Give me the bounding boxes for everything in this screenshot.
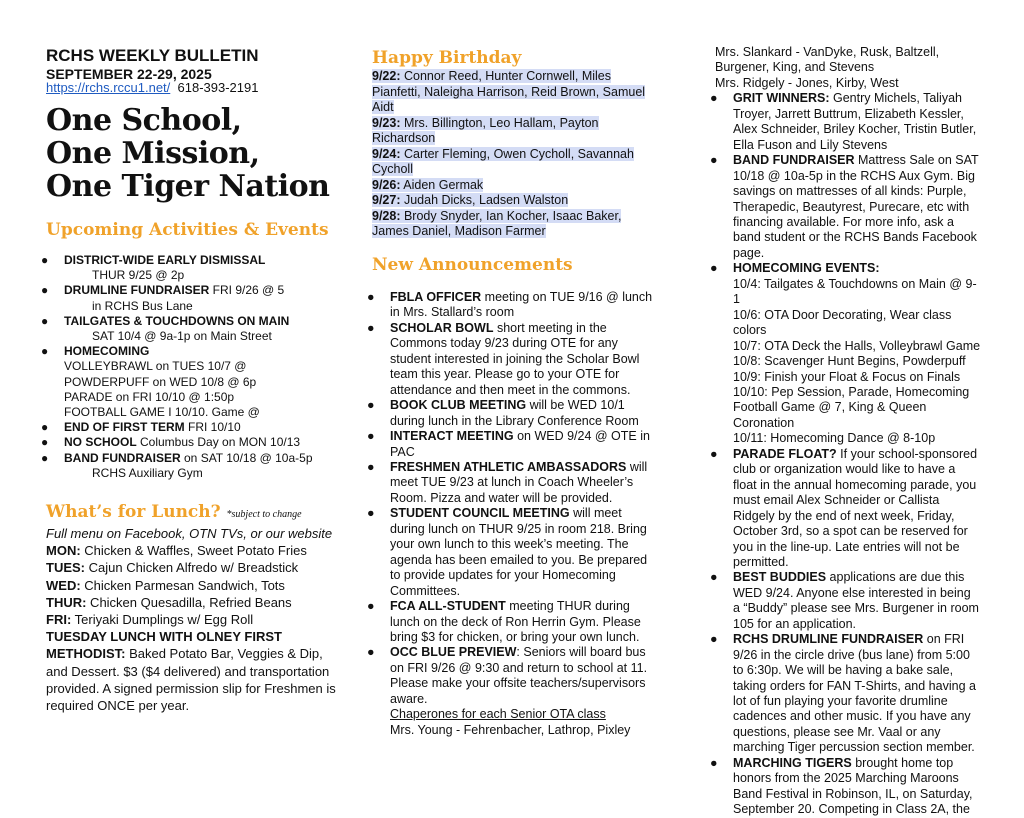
bulletin-title: RCHS WEEKLY BULLETIN xyxy=(46,46,259,65)
birthday-list xyxy=(372,69,648,240)
lunch-special: TUESDAY LUNCH WITH OLNEY FIRST METHODIST: Baked Potato Bar, Veggies & Dip, and Dessert. $3 ($4 delivered) and transportation provided. A signed permission slip for Freshmen is required ONCE per year. xyxy=(46,629,336,714)
list-item: ● HOMECOMING EVENTS: 10/4: Tailgates & Touchdowns on Main @ 9-1 10/6: OTA Door Decorating, Wear class colors 10/7: OTA Deck the Halls, Volleybrawl Game 10/8: Scavenger Hunt Begins, Powderpuff 10/9: Finish your Float & Focus on Finals 10/10: Pep Session, Parade, Homecoming Football Game @ 7, King & Queen Coronation 10/11: Homecoming Dance @ 8-10p xyxy=(710,261,981,446)
birthday-entry: 9/26: Aiden Germak xyxy=(372,177,484,192)
list-item: ● BAND FUNDRAISER Mattress Sale on SAT 10/18 @ 10a-5p in the RCHS Aux Gym. Big savings on mattresses of all kinds: Purple, Therapedic, Beautyrest, Purecare, etc with financing available. For more info, ask a band student or the RCHS Bands Facebook page. xyxy=(710,153,979,260)
motto-line: One School, xyxy=(46,103,242,138)
announcements-list xyxy=(367,290,654,738)
list-item: ● GRIT WINNERS: Gentry Michels, Taliyah Troyer, Jarrett Buttrum, Elizabeth Kessler, Alex Schneider, Briley Kocher, Tristin Butler, Ella Fuson and Lily Stevens xyxy=(710,91,977,152)
list-item: ● SCHOLAR BOWL short meeting in the Commons today 9/23 during OTE for any student interested in joining the Scholar Bowl team this year. Please go to your OTE for attendance and then meet in the commons. xyxy=(367,320,640,397)
list-item: ● TAILGATES & TOUCHDOWNS ON MAIN SAT 10/4 @ 9a-1p on Main Street xyxy=(41,313,290,344)
lunch-menu xyxy=(46,525,336,714)
menu-note: Full menu on Facebook, OTN TVs, or our website xyxy=(46,526,333,541)
phone-number: 618-393-2191 xyxy=(177,80,259,95)
list-item: ● DISTRICT-WIDE EARLY DISMISSAL THUR 9/25 @ 2p xyxy=(41,253,266,283)
lunch-day: MON: Chicken & Waffles, Sweet Potato Fries xyxy=(46,543,307,559)
list-item: ● BOOK CLUB MEETING will be WED 10/1 during lunch in the Library Conference Room xyxy=(367,398,639,428)
chaperone-line: Mrs. Slankard - VanDyke, Rusk, Baltzell, Burgener, King, and Stevens xyxy=(715,45,940,75)
list-item: ● BAND FUNDRAISER on SAT 10/18 @ 10a-5p RCHS Auxiliary Gym xyxy=(41,450,313,480)
chaperones-continued xyxy=(715,45,981,91)
lunch-day: FRI: Teriyaki Dumplings w/ Egg Roll xyxy=(46,612,254,628)
upcoming-heading: Upcoming Activities & Events xyxy=(46,220,329,240)
birthday-entry: 9/27: Judah Dicks, Ladsen Walston xyxy=(372,193,569,207)
motto-line: One Tiger Nation xyxy=(46,169,330,204)
motto-line: One Mission, xyxy=(46,136,260,171)
list-item: ● RCHS DRUMLINE FUNDRAISER on FRI 9/26 in the circle drive (bus lane) from 5:00 to 6:30p. We will be having a bake sale, taking orders for FAN T-Shirts, and having a lot of fun playing your favorite drumline cadences and other music. If you have any questions, please see Mr. Vaal or any marching Tiger percussion section member. xyxy=(710,632,976,755)
list-item: ● NO SCHOOL Columbus Day on MON 10/13 xyxy=(41,435,301,450)
chaperones-title: Chaperones for each Senior OTA class xyxy=(390,707,606,722)
lunch-day: WED: Chicken Parmesan Sandwich, Tots xyxy=(46,577,285,593)
birthday-entry: 9/28: Brody Snyder, Ian Kocher, Isaac Baker, James Daniel, Madison Farmer xyxy=(372,208,622,238)
list-item: ● FCA ALL-STUDENT meeting THUR during lunch on the deck of Ron Herrin Gym. Please bring $3 for chicken, or bring your own lunch. xyxy=(367,599,641,644)
upcoming-list xyxy=(41,253,346,481)
list-item: ● HOMECOMING VOLLEYBRAWL on TUES 10/7 @ POWDERPUFF on WED 10/8 @ 6p PARADE on FRI 10/10 @ 1:50p FOOTBALL GAME I 10/10. Game @ xyxy=(41,344,260,420)
list-item: ● END OF FIRST TERM FRI 10/10 xyxy=(41,420,241,435)
lunch-note: *subject to change xyxy=(226,509,302,520)
list-item: ● FRESHMEN ATHLETIC AMBASSADORS will meet TUE 9/23 at lunch in Coach Wheeler’s Room. Pizza and water will be provided. xyxy=(367,459,648,505)
announcements-heading: New Announcements xyxy=(372,255,573,275)
motto xyxy=(46,104,329,203)
list-item: ● INTERACT MEETING on WED 9/24 @ OTE in PAC xyxy=(367,429,650,459)
list-item: ● FBLA OFFICER meeting on TUE 9/16 @ lunch in Mrs. Stallard’s room xyxy=(367,290,653,320)
birthday-entry: 9/24: Carter Fleming, Owen Cycholl, Savannah Cycholl xyxy=(372,146,634,176)
list-item: ● DRUMLINE FUNDRAISER FRI 9/26 @ 5 in RCHS Bus Lane xyxy=(41,283,285,313)
website-link[interactable]: https://rchs.rccu1.net/ xyxy=(46,80,171,95)
right-list xyxy=(710,45,981,818)
list-item: ● BEST BUDDIES applications are due this WED 9/24. Anyone else interested in being a “Buddy” please see Mrs. Burgener in room 105 for an application. xyxy=(710,570,979,631)
chaperone-line: Mrs. Ridgely - Jones, Kirby, West xyxy=(715,75,899,90)
lunch-day: THUR: Chicken Quesadilla, Refried Beans xyxy=(46,594,292,610)
lunch-heading: What’s for Lunch? *subject to change xyxy=(46,502,302,522)
birthday-entry: 9/23: Mrs. Billington, Leo Hallam, Payton Richardson xyxy=(372,115,599,145)
birthday-entry: 9/22: Connor Reed, Hunter Cornwell, Miles Pianfetti, Naleigha Harrison, Reid Brown, Samuel Aidt xyxy=(372,69,646,114)
chaperone-line: Mrs. Young - Fehrenbacher, Lathrop, Pixley xyxy=(390,722,631,737)
lunch-day: TUES: Cajun Chicken Alfredo w/ Breadstick xyxy=(46,560,299,576)
bulletin-contact xyxy=(46,80,258,96)
list-item: ● MARCHING TIGERS brought home top honors from the 2025 Marching Maroons Band Festival in Robinson, IL, on Saturday, September 20. Competing in Class 2A, the xyxy=(710,755,973,817)
list-item: ● PARADE FLOAT? If your school-sponsored club or organization would like to have a float in the annual homecoming parade, you must email Alex Schneider or Callista Ridgely by the end of next week, Friday, October 3rd, so a spot can be reserved for you in the line-up. Late entries will not be permitted. xyxy=(710,446,978,569)
birthday-heading: Happy Birthday xyxy=(372,48,522,68)
list-item: ● OCC BLUE PREVIEW: Seniors will board bus on FRI 9/26 @ 9:30 and return to school at 11. Please make your offsite teachers/supervisors aware. Chaperones for each Senior OTA class Mrs. Young - Fehrenbacher, Lathrop, Pixley xyxy=(372,645,654,738)
list-item: ● STUDENT COUNCIL MEETING will meet during lunch on THUR 9/25 in room 218. Bring your own lunch to this week’s meeting. The agenda has been emailed to you. Be prepared to provide updates for your Homecoming Committees. xyxy=(367,506,648,598)
bulletin-dates: SEPTEMBER 22-29, 2025 xyxy=(46,66,212,82)
